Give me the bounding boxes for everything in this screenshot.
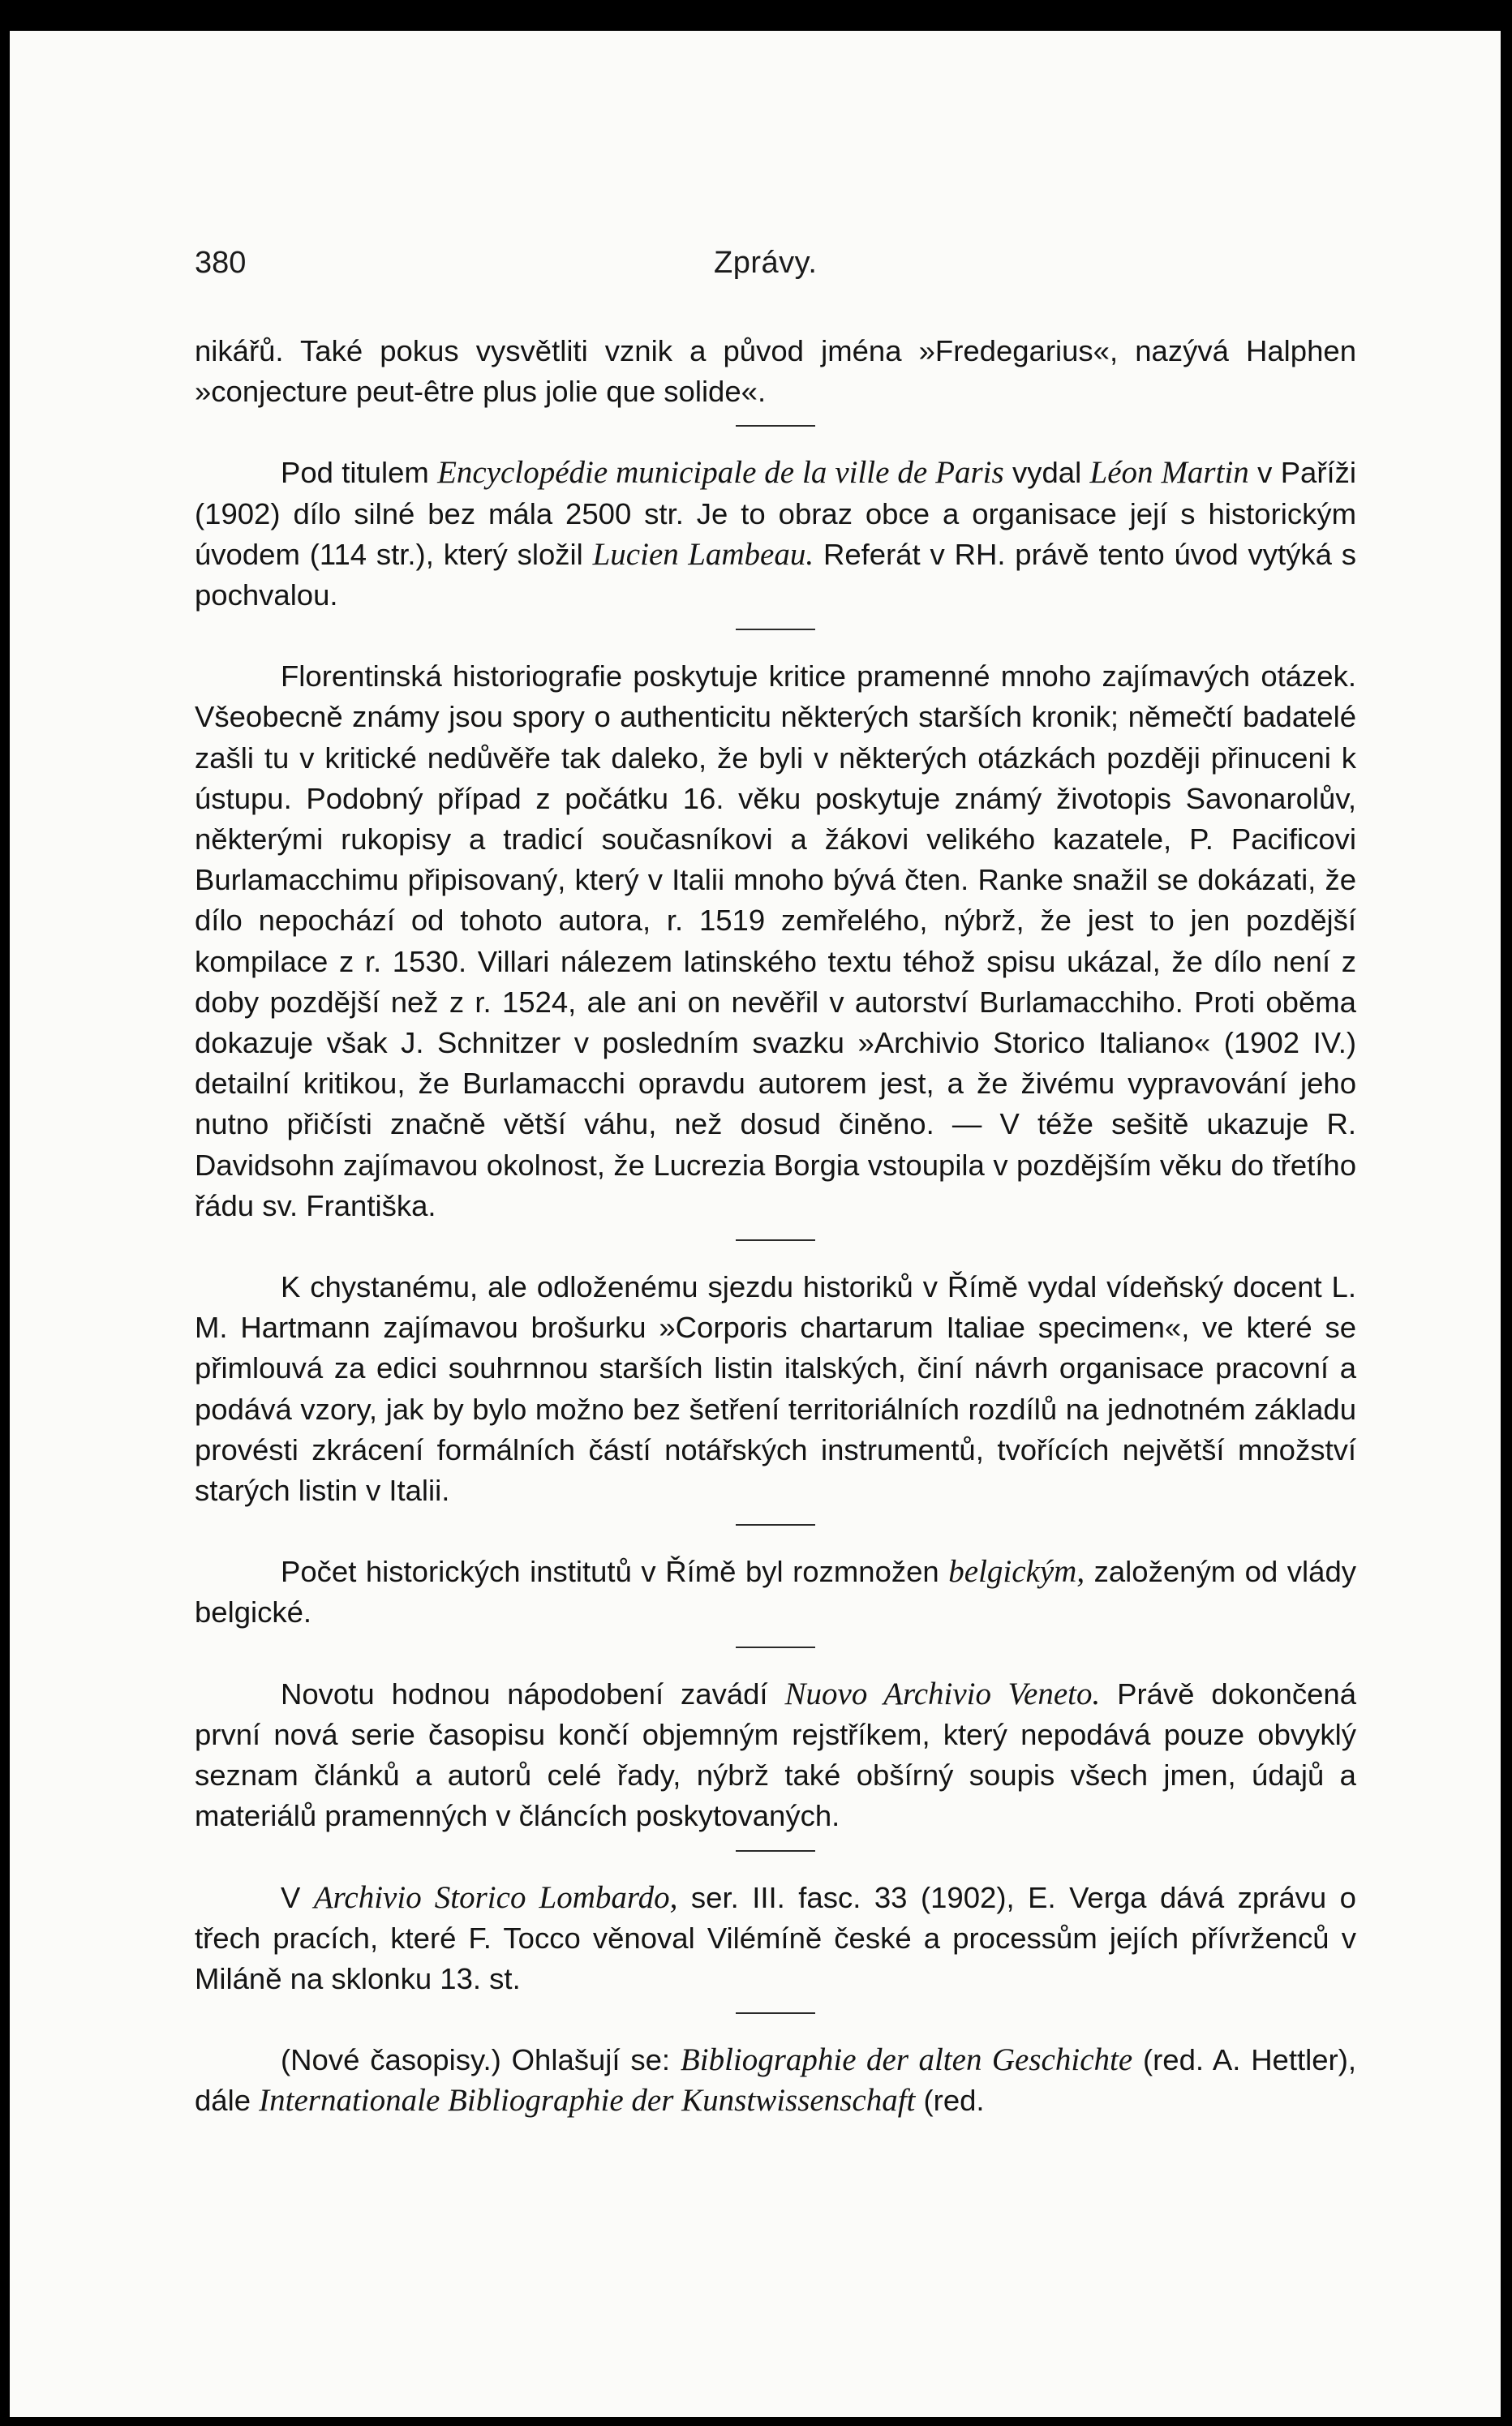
text-run: nikářů. Také pokus vysvětliti vznik a původ jména »Fredegarius«, nazývá Halphen »conjecture peut-être plus jolie que solide«. (195, 334, 1356, 409)
text-run: (Nové časopisy.) Ohlašují se: (281, 2043, 681, 2077)
page-number: 380 (195, 246, 247, 280)
italic-title: Encyclopédie municipale de la ville de Paris (437, 455, 1004, 491)
scanned-page (10, 31, 1501, 2417)
text-run: Florentinská historiografie poskytuje kritice pramenné mnoho zajímavých otázek. Všeobecně známy jsou spory o authenticitu některých starších kronik; němečtí badatelé zašli tu v kritické nedůvěře tak daleko, že byli v některých otázkách později přinuceni k ústupu. Podobný případ z počátku 16. věku poskytuje známý životopis Savonarolův, některými rukopisy a tradicí současníkovi a žákovi velikého kazatele, P. Pacificovi Burlamacchimu připisovaný, který v Italii mnoho bývá čten. Ranke snažil se dokázati, že dílo nepochází od tohoto autora, r. 1519 zemřelého, nýbrž, že jest to jen pozdější kompilace z r. 1530. Villari nálezem latinského textu téhož spisu ukázal, že dílo není z doby pozdější než z r. 1524, ale ani on nevěřil v autorství Burlamacchiho. Proti oběma dokazuje však J. Schnitzer v posledním svazku »Archivio Storico Italiano« (1902 IV.) detailní kritikou, že Burlamacchi opravdu autorem jest, a že živému vypravování jeho nutno přičísti značně větší váhu, než dosud činěno. — V téže sešitě ukazuje R. Davidsohn zajímavou okolnost, že Lucrezia Borgia vstoupila v pozdějším věku do třetího řádu sv. Františka. (195, 659, 1356, 1222)
section-divider (736, 1524, 815, 1526)
page-header (195, 246, 1356, 294)
text-run: v Paříži (1902) dílo silné bez mála 2500 str. Je to obraz obce a organisace její s historickým úvodem (114 str.), který složil (195, 456, 1356, 571)
paragraph-new-journals (195, 2040, 1356, 2121)
paragraph-encyclopedie (195, 453, 1356, 616)
text-run: Referát v RH. právě tento úvod vytýká s pochvalou. (195, 537, 1356, 612)
italic-name: Lucien Lambeau. (592, 536, 814, 572)
italic-word: belgickým, (948, 1554, 1085, 1590)
section-divider (736, 2012, 815, 2014)
paragraph-florentine-historiography (195, 656, 1356, 1226)
text-run: K chystanému, ale odloženému sjezdu historiků v Římě vydal vídeňský docent L. M. Hartmann zajímavou brošurku »Corporis chartarum Italiae specimen«, ve které se přimlouvá za edici souhrnnou starších listin italských, činí návrh organisace pracovní a podává vzory, jak by bylo možno bez šetření territoriálních rozdílů na jednotném základu provésti zkrácení formálních částí notářských instrumentů, tvořících největší množství starých listin v Italii. (195, 1270, 1356, 1508)
italic-title: Internationale Bibliographie der Kunstwissenschaft (259, 2083, 916, 2119)
section-divider (736, 1647, 815, 1648)
section-divider (736, 629, 815, 630)
italic-title: Bibliographie der alten Geschichte (680, 2042, 1133, 2078)
paragraph-belgian-institute (195, 1552, 1356, 1633)
text-run: (red. A. Hettler), dále (195, 2043, 1357, 2118)
italic-title: Nuovo Archivio Veneto. (784, 1676, 1101, 1711)
paragraph-hartmann (195, 1267, 1356, 1511)
italic-name: Léon Martin (1089, 455, 1249, 491)
text-run: ser. III. fasc. 33 (1902), E. Verga dává zprávu o třech pracích, které F. Tocco věnoval Vilémíně české a processům jejích přívrženců v Miláně na sklonku 13. st. (195, 1880, 1356, 1995)
paragraph-nuovo-archivio (195, 1674, 1356, 1837)
text-run: vydal (1003, 456, 1090, 490)
italic-title: Archivio Storico Lombardo, (313, 1879, 678, 1915)
text-run: Pod titulem (281, 456, 438, 490)
text-run: založeným od vlády belgické. (195, 1555, 1356, 1629)
text-run: Novotu hodnou nápodobení zavádí (281, 1677, 785, 1711)
paragraph-fredegarius (195, 331, 1356, 412)
text-run: Počet historických institutů v Římě byl rozmnožen (281, 1555, 949, 1589)
text-run: V (281, 1880, 314, 1914)
running-title: Zprávy. (714, 246, 818, 280)
article-body (195, 331, 1356, 2122)
text-run: (red. (915, 2084, 985, 2118)
section-divider (736, 1850, 815, 1852)
text-run: Právě dokončená první nová serie časopisu končí objemným rejstříkem, který nepodává pouze obvyklý seznam článků a autorů celé řady, nýbrž také obšírný soupis všech jmen, údajů a materiálů pramenných v článcích poskytovaných. (195, 1677, 1356, 1833)
section-divider (736, 425, 815, 427)
paragraph-archivio-lombardo (195, 1878, 1356, 2000)
section-divider (736, 1239, 815, 1241)
